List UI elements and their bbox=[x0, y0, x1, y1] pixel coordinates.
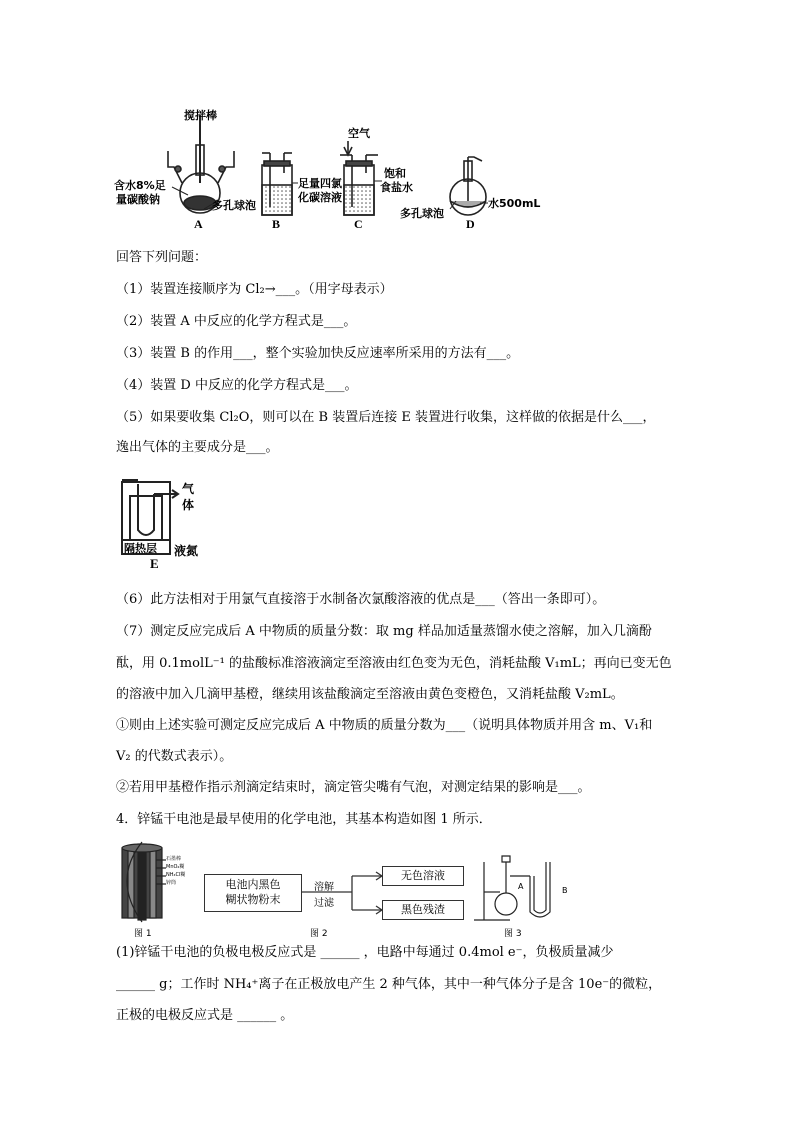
problem-4: 4．锌锰干电池是最早使用的化学电池，其基本构造如图 1 所示． bbox=[116, 812, 492, 827]
label-gas-2: 体 bbox=[182, 498, 195, 512]
battery-drawing bbox=[116, 840, 194, 924]
label-a-reagent-1: 含水8%足 bbox=[114, 179, 166, 192]
label-gas: 气 bbox=[182, 482, 195, 496]
question-3: （3）装置 B 的作用___，整个实验加快反应速率所采用的方法有___。 bbox=[116, 346, 520, 361]
figure-e bbox=[116, 470, 226, 570]
bottle-c bbox=[340, 141, 378, 215]
label-c: C bbox=[354, 217, 363, 231]
label-porous-bubble-d: 多孔球泡 bbox=[400, 207, 444, 220]
label-b-reagent-1: 足量四氯 bbox=[298, 177, 342, 190]
question-5-line-1: （5）如果要收集 Cl₂O，则可以在 B 装置后连接 E 装置进行收集，这样做的依据是什么___， bbox=[116, 410, 656, 425]
label-stir-rod: 搅拌棒 bbox=[184, 109, 217, 122]
figure-1 bbox=[116, 840, 194, 939]
fig3-label-a: A bbox=[518, 882, 524, 891]
intro-text: 回答下列问题： bbox=[116, 250, 208, 265]
question-6: （6）此方法相对于用氯气直接溶于水制备次氯酸溶液的优点是___（答出一条即可）。 bbox=[116, 592, 606, 607]
label-c-reagent-1: 饱和 bbox=[384, 167, 406, 180]
figure-2 bbox=[200, 848, 470, 939]
fig3-label-b: B bbox=[562, 886, 568, 895]
problem-4-q1-line-2: ______ g；工作时 NH₄⁺离子在正极放电产生 2 种气体，其中一种气体分子是含 10e⁻的微粒， bbox=[116, 977, 662, 992]
label-a: A bbox=[194, 217, 203, 231]
apparatus-figure bbox=[112, 105, 552, 237]
fig1-caption: 图 1 bbox=[134, 929, 152, 939]
problem-4-q1-line-3: 正极的电极反应式是 ______ 。 bbox=[116, 1008, 294, 1023]
label-a-reagent-2: 量碳酸钠 bbox=[116, 193, 160, 206]
question-5-line-2: 逸出气体的主要成分是___。 bbox=[116, 440, 279, 455]
label-b: B bbox=[272, 217, 281, 231]
label-c-reagent-2: 食盐水 bbox=[380, 181, 413, 194]
flask-d bbox=[450, 157, 486, 215]
label-b-reagent-2: 化碳溶液 bbox=[298, 191, 342, 204]
bottle-b bbox=[262, 153, 292, 215]
problem-4-q1-line-1: (1)锌锰干电池的负极电极反应式是 ______ ，电路中每通过 0.4mol e⁻，负极质量减少 bbox=[116, 945, 614, 960]
fig3-drawing bbox=[470, 842, 580, 926]
fig2-caption: 图 2 bbox=[310, 929, 328, 939]
question-7a-line-1: ①则由上述实验可测定反应完成后 A 中物质的质量分数为___（说明具体物质并用含 m、V₁和 bbox=[116, 718, 653, 733]
question-7-line-1: （7）测定反应完成后 A 中物质的质量分数：取 mg 样品加适量蒸馏水使之溶解，加入几滴酚 bbox=[116, 624, 652, 639]
fig1-label-graphite: 石墨棒 bbox=[166, 856, 182, 862]
label-insulation: 隔热层 bbox=[124, 542, 157, 555]
fig2-box-residue: 黑色残渣 bbox=[382, 900, 464, 920]
apparatus-drawing bbox=[112, 105, 552, 237]
fig2-box-powder-line-2: 糊状物粉末 bbox=[225, 893, 281, 906]
label-d: D bbox=[466, 217, 475, 231]
fig2-box-powder bbox=[204, 874, 302, 912]
question-7-line-3: 的溶液中加入几滴甲基橙，继续用该盐酸滴定至溶液由黄色变橙色，又消耗盐酸 V₂mL。 bbox=[116, 687, 624, 702]
fig1-label-nh4cl: NH₄Cl糊 bbox=[166, 872, 186, 878]
fig3-caption: 图 3 bbox=[504, 929, 522, 939]
fig2-dissolve: 溶解 bbox=[314, 882, 334, 893]
question-2: （2）装置 A 中反应的化学方程式是___。 bbox=[116, 314, 357, 329]
fig1-label-mno2: MnO₂糊 bbox=[166, 864, 185, 870]
label-e: E bbox=[150, 556, 159, 571]
label-air: 空气 bbox=[348, 127, 370, 140]
question-7a-line-2: V₂ 的代数式表示）。 bbox=[116, 749, 233, 764]
question-7b: ②若用甲基橙作指示剂滴定结束时，滴定管尖嘴有气泡，对测定结果的影响是___。 bbox=[116, 780, 591, 795]
label-liquid-nitrogen: 液氮 bbox=[174, 544, 199, 558]
fig2-box-powder-line-1: 电池内黑色 bbox=[225, 878, 281, 891]
question-7-line-2: 酞，用 0.1molL⁻¹ 的盐酸标准溶液滴定至溶液由红色变为无色，消耗盐酸 V₁mL；再向已变无色 bbox=[116, 656, 672, 671]
figure-3 bbox=[470, 842, 580, 939]
question-4: （4）装置 D 中反应的化学方程式是___。 bbox=[116, 378, 358, 393]
question-1: （1）装置连接顺序为 Cl₂→___。（用字母表示） bbox=[116, 282, 393, 297]
label-porous-bubble-a: 多孔球泡 bbox=[212, 199, 256, 212]
fig1-label-zinc: 锌筒 bbox=[166, 880, 177, 886]
label-water-500: 水500mL bbox=[488, 197, 541, 210]
fig2-box-colorless: 无色溶液 bbox=[382, 866, 464, 886]
fig2-filter: 过滤 bbox=[314, 898, 334, 909]
